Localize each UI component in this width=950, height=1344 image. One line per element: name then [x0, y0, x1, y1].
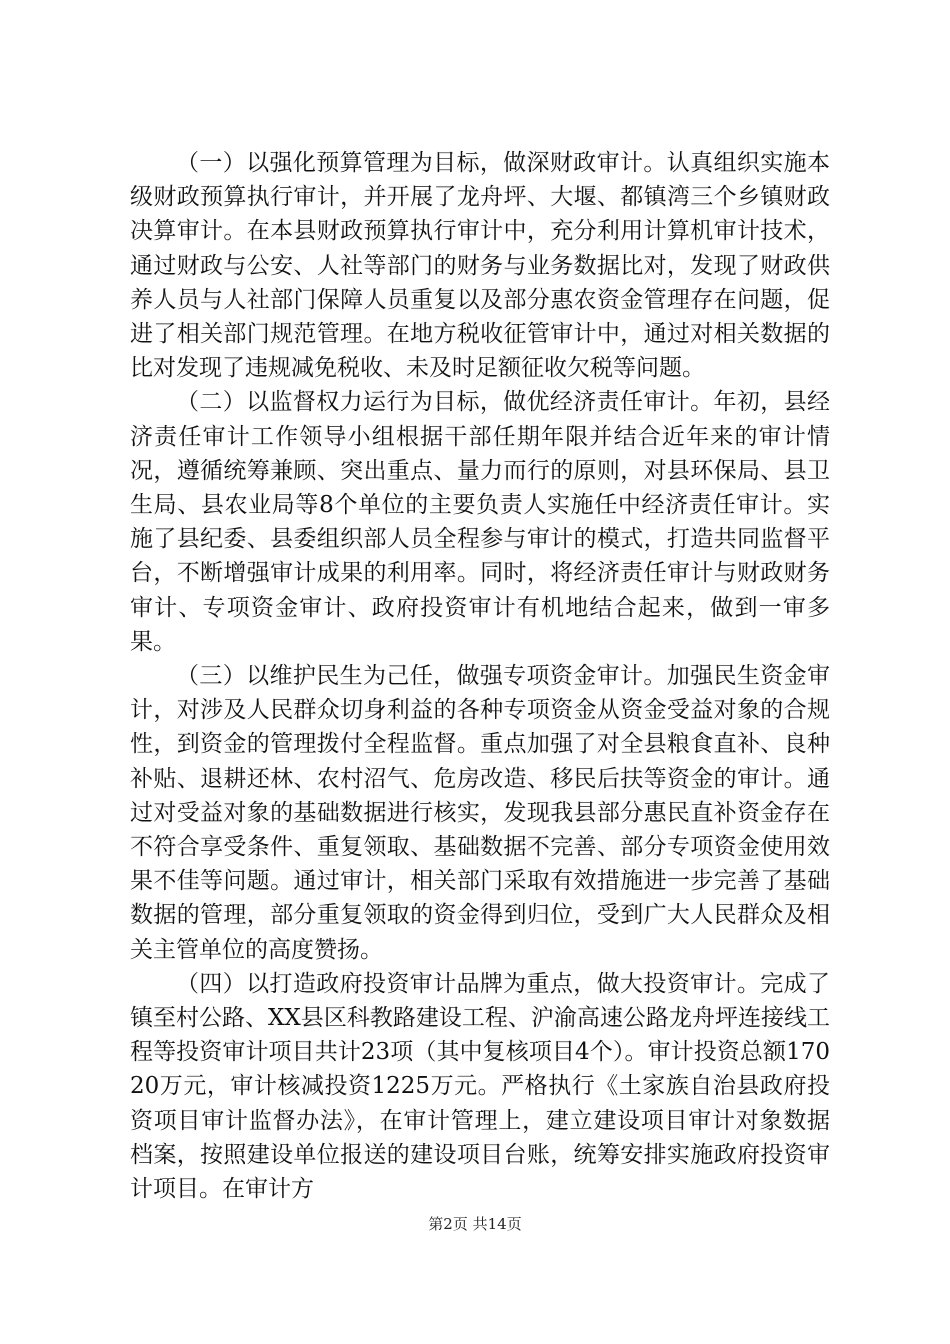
page-number-footer: 第2页 共14页 — [428, 1215, 522, 1233]
paragraph-budget-audit: （一）以强化预算管理为目标，做深财政审计。认真组织实施本级财政预算执行审计，并开展了龙舟坪、大堰、都镇湾三个乡镇财政决算审计。在本县财政预算执行审计中，充分利用计算机审计技术，通过财政与公安、人社等部门的财务与业务数据比对，发现了财政供养人员与人社部门保障人员重复以及部分惠农资金管理存在问题，促进了相关部门规范管理。在地方税收征管审计中，通过对相关数据的比对发现了违规减免税收、未及时足额征收欠税等问题。 — [130, 150, 830, 382]
document-body — [130, 146, 830, 1206]
paragraph-special-funds-audit: （三）以维护民生为己任，做强专项资金审计。加强民生资金审计，对涉及人民群众切身利益的各种专项资金从资金受益对象的合规性，到资金的管理拨付全程监督。重点加强了对全县粮食直补、良种补贴、退耕还林、农村沼气、危房改造、移民后扶等资金的审计。通过对受益对象的基础数据进行核实，发现我县部分惠民直补资金存在不符合享受条件、重复领取、基础数据不完善、部分专项资金使用效果不佳等问题。通过审计，相关部门采取有效措施进一步完善了基础数据的管理，部分重复领取的资金得到归位，受到广大人民群众及相关主管单位的高度赞扬。 — [130, 663, 830, 963]
paragraph-investment-audit: （四）以打造政府投资审计品牌为重点，做大投资审计。完成了镇至村公路、XX县区科教路建设工程、沪渝高速公路龙舟坪连接线工程等投资审计项目共计23项（其中复核项目4个）。审计投资总额17020万元，审计核减投资1225万元。严格执行《土家族自治县政府投资项目审计监督办法》，在审计管理上，建立建设项目审计对象数据档案，按照建设单位报送的建设项目台账，统筹安排实施政府投资审计项目。在审计方 — [130, 970, 830, 1203]
paragraph-economic-responsibility-audit: （二）以监督权力运行为目标，做优经济责任审计。年初，县经济责任审计工作领导小组根据干部任期年限并结合近年来的审计情况，遵循统筹兼顾、突出重点、量力而行的原则，对县环保局、县卫生局、县农业局等8个单位的主要负责人实施任中经济责任审计。实施了县纪委、县委组织部人员全程参与审计的模式，打造共同监督平台，不断增强审计成果的利用率。同时，将经济责任审计与财政财务审计、专项资金审计、政府投资审计有机地结合起来，做到一审多果。 — [130, 389, 830, 655]
